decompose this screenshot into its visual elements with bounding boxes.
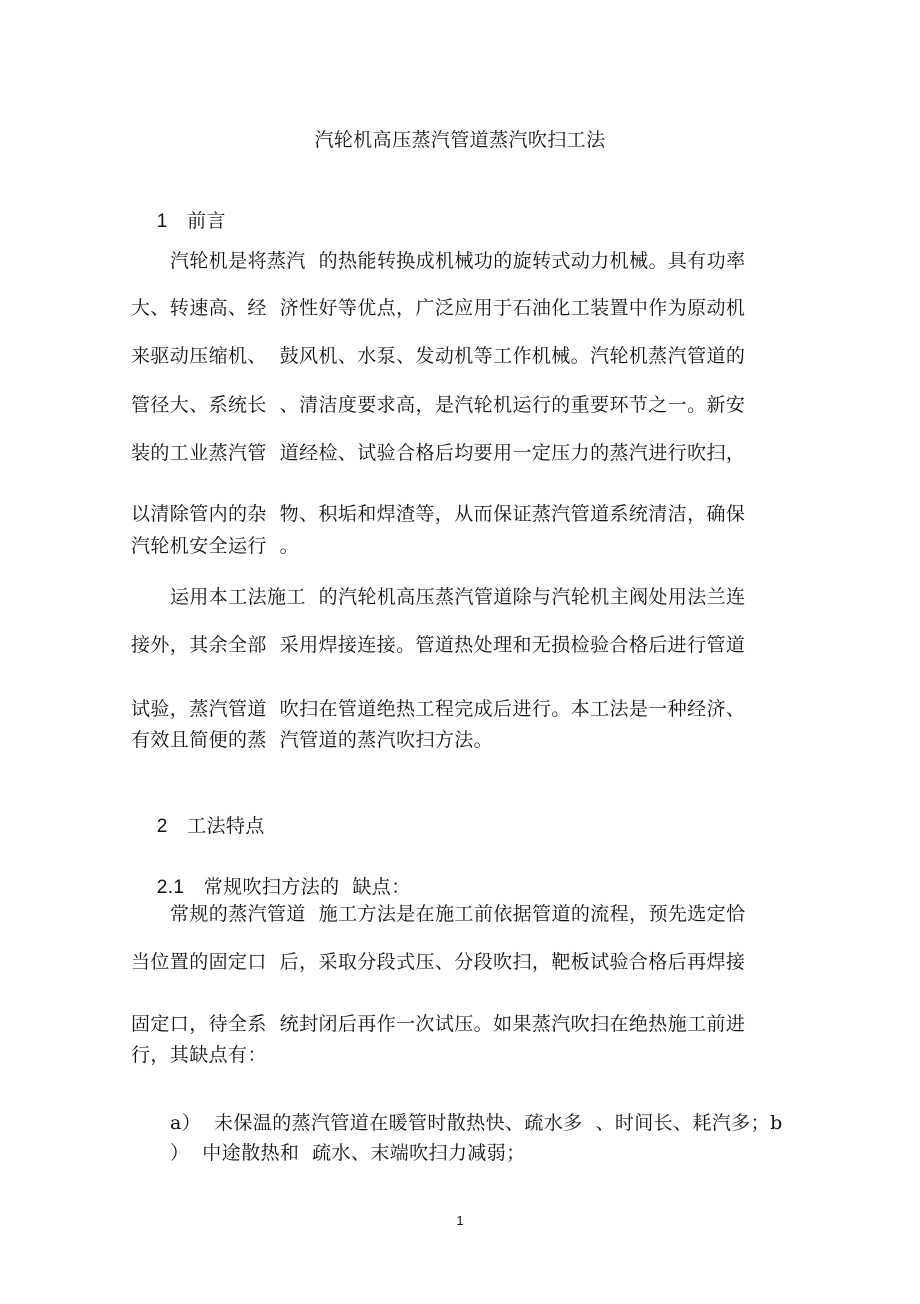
page-number: 1: [456, 1213, 464, 1228]
list-item: a） 未保温的蒸汽管道在暖管时散热快、疏水多 、时间长、耗汽多；b: [170, 1112, 783, 1134]
paragraph-line: 当位置的固定口 后，采取分段式压、分段吹扫，靶板试验合格后再焊接: [131, 951, 746, 973]
paragraph-line: 有效且简便的蒸 汽管道的蒸汽吹扫方法。: [131, 729, 494, 751]
paragraph-line: 大、转速高、经 济性好等优点，广泛应用于石油化工装置中作为原动机: [131, 297, 746, 319]
paragraph-line: 运用本工法施工 的汽轮机高压蒸汽管道除与汽轮机主阀处用法兰连: [170, 586, 746, 608]
paragraph-line: 行，其缺点有：: [131, 1044, 267, 1066]
paragraph-line: 汽轮机是将蒸汽 的热能转换成机械功的旋转式动力机械。具有功率: [170, 250, 746, 272]
paragraph-line: 固定口，待全系 统封闭后再作一次试压。如果蒸汽吹扫在绝热施工前进: [131, 1013, 746, 1035]
section-1-number: 1: [156, 211, 168, 232]
paragraph-line: 接外，其余全部 采用焊接连接。管道热处理和无损检验合格后进行管道: [131, 634, 746, 656]
paragraph-line: 以清除管内的杂 物、积垢和焊渣等，从而保证蒸汽管道系统清洁，确保: [131, 503, 746, 525]
paragraph-line: 汽轮机安全运行 。: [131, 535, 300, 557]
document-title: 汽轮机高压蒸汽管道蒸汽吹扫工法: [314, 129, 606, 151]
subsection-2-1-number: 2.1: [156, 877, 185, 898]
section-1-heading: [131, 185, 226, 258]
list-item: ） 中途散热和 疏水、末端吹扫力减弱；: [170, 1142, 526, 1164]
section-1-title: 前言: [187, 210, 226, 232]
paragraph-line: 常规的蒸汽管道 施工方法是在施工前依据管道的流程，预先选定恰: [170, 903, 746, 925]
paragraph-line: 管径大、系统长 、清洁度要求高，是汽轮机运行的重要环节之一。新安: [131, 394, 746, 416]
paragraph-line: 来驱动压缩机、 鼓风机、水泵、发动机等工作机械。汽轮机蒸汽管道的: [131, 345, 746, 367]
section-2-number: 2: [156, 816, 168, 837]
subsection-2-1-title: 常规吹扫方法的 缺点：: [203, 876, 411, 898]
paragraph-line: 试验，蒸汽管道 吹扫在管道绝热工程完成后进行。本工法是一种经济、: [131, 698, 746, 720]
section-2-title: 工法特点: [187, 815, 265, 837]
paragraph-line: 装的工业蒸汽管 道经检、试验合格后均要用一定压力的蒸汽进行吹扫，: [131, 442, 746, 464]
